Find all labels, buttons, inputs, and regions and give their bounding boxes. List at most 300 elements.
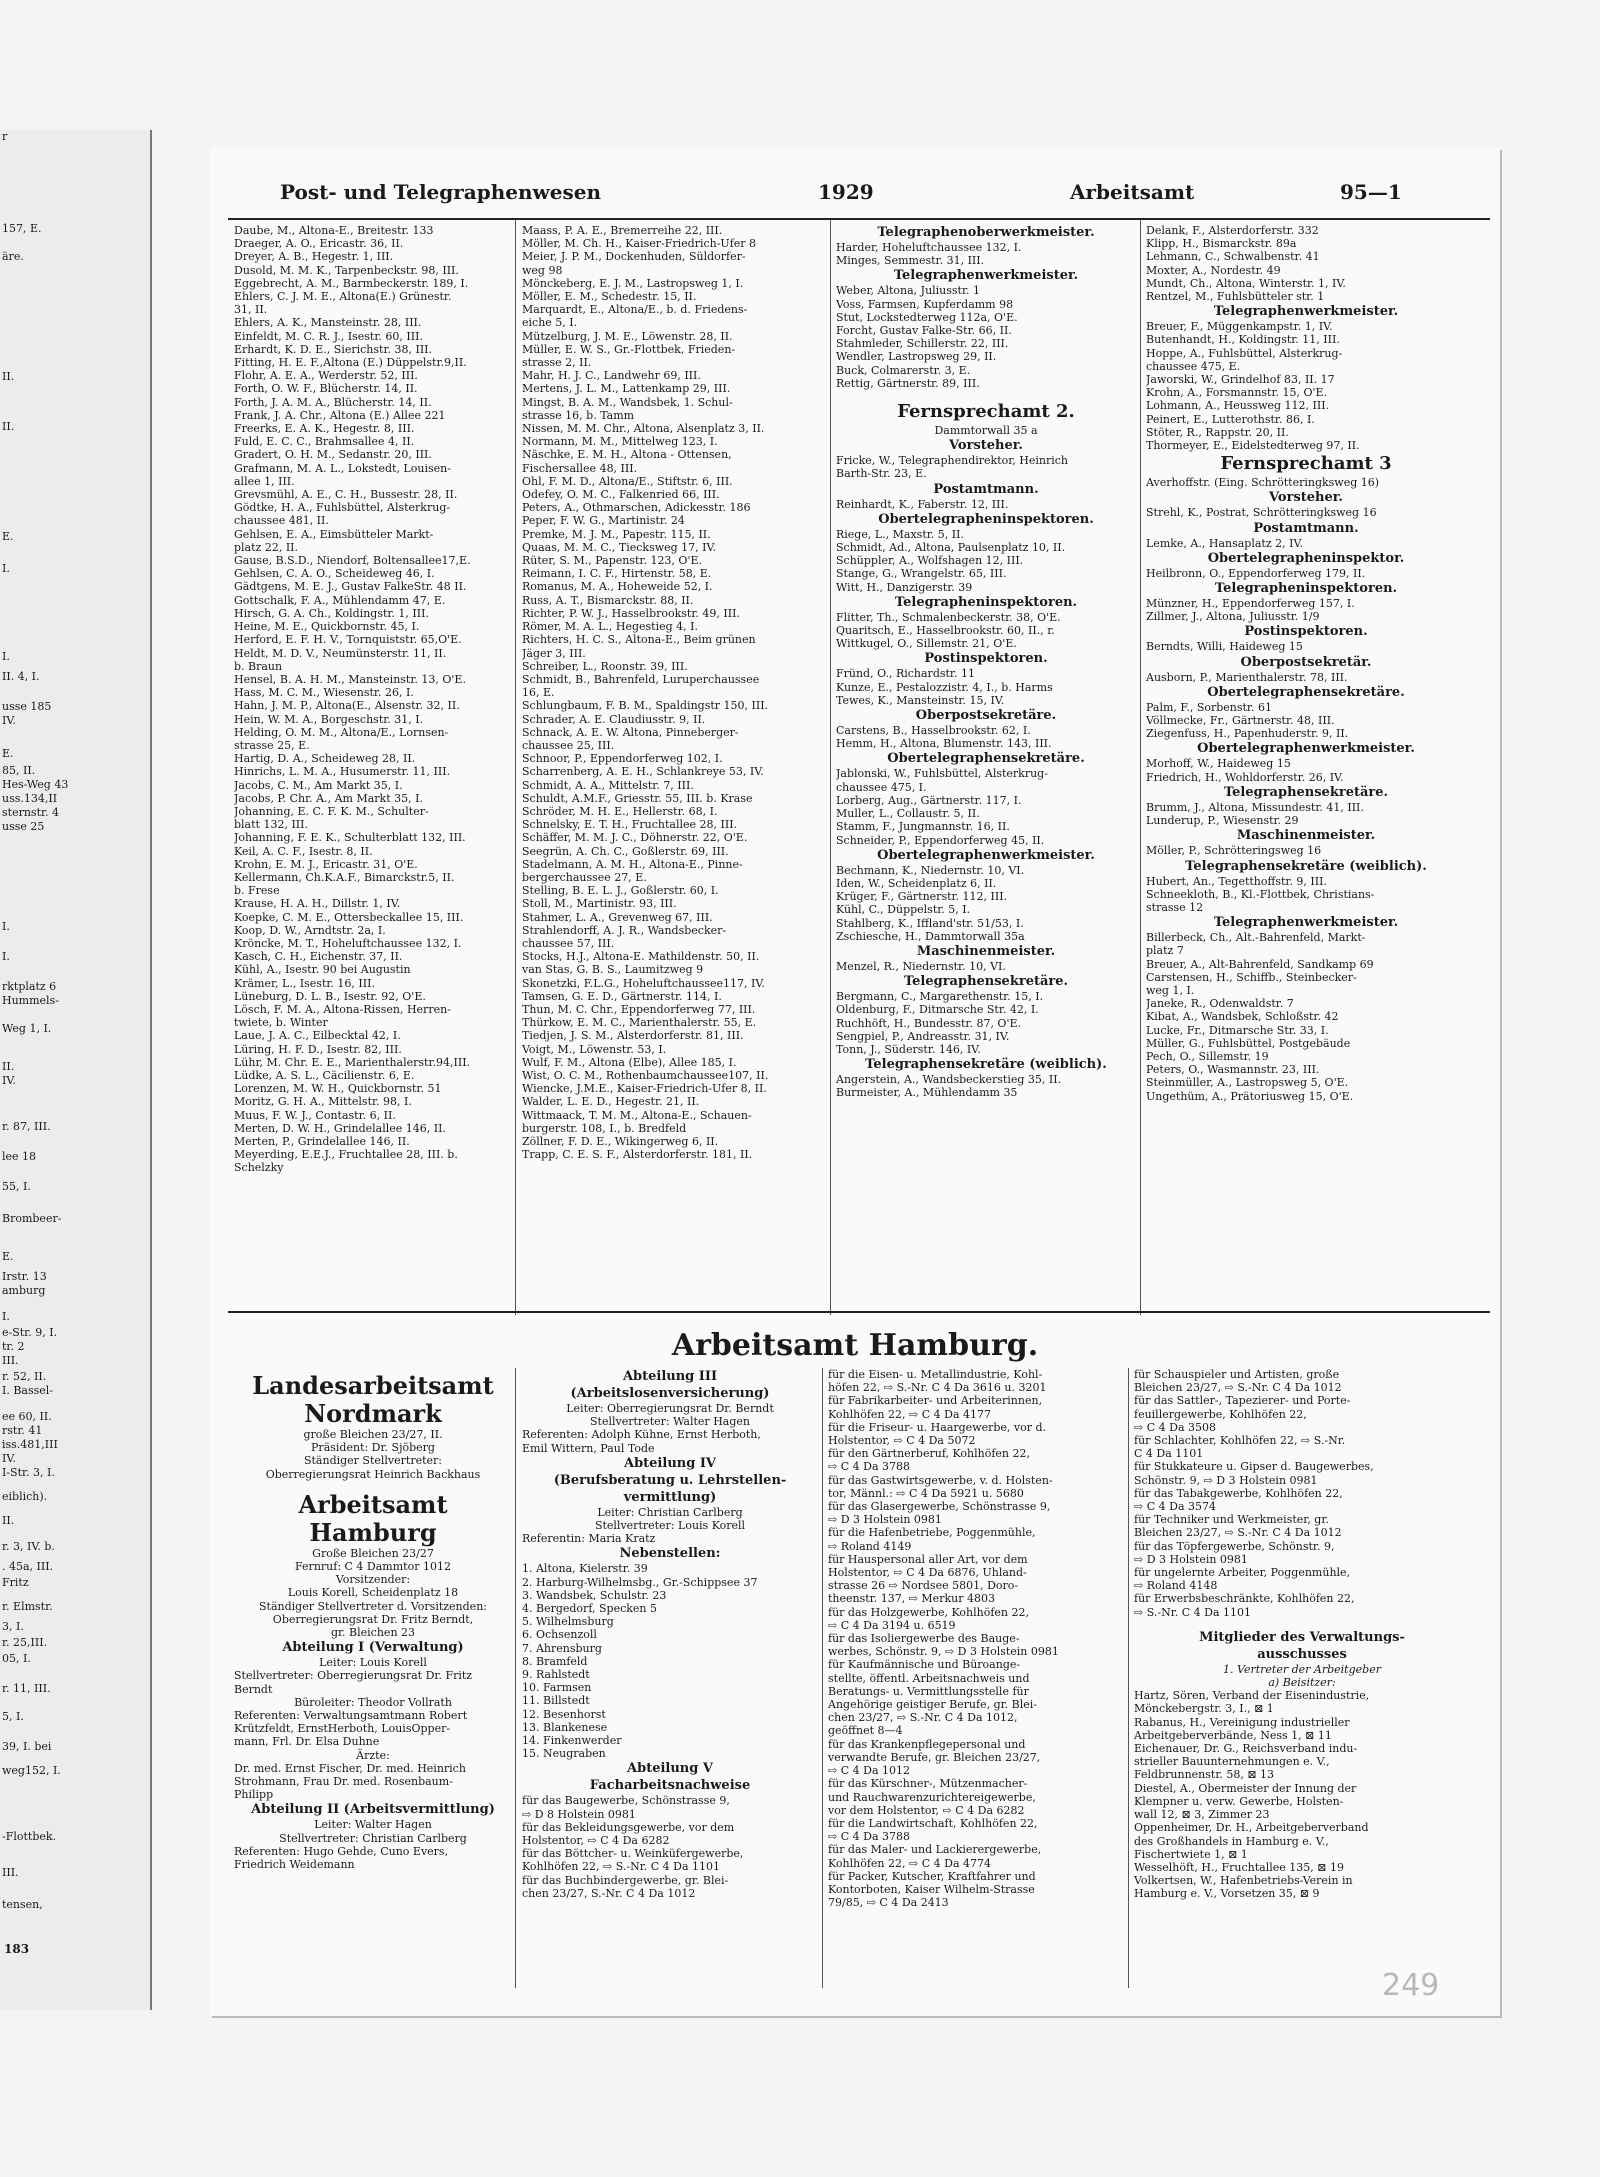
entry-line: Heilbronn, O., Eppendorferweg 179, II. [1146,566,1366,580]
entry-line: Herford, E. F. H. V., Tornquiststr. 65,O'E. [234,633,462,647]
entry-line: vor dem Holstentor, ⇨ C 4 Da 6282 [828,1803,1025,1817]
entry-line: ⇨ C 4 Da 3788 [828,1830,910,1844]
entry-line: Lehmann, C., Schwalbenstr. 41 [1146,250,1320,264]
entry-line: ⇨ D 3 Holstein 0981 [1134,1552,1248,1566]
section-heading: Telegraphensekretäre. [903,974,1069,990]
entry-line: Bechmann, K., Niedernstr. 10, VI. [836,863,1025,877]
entry-line: mann, Frl. Dr. Elsa Duhne [234,1735,380,1749]
entry-line: für Fabrikarbeiter- und Arbeiterinnen, [828,1394,1043,1408]
entry-line: Menzel, R., Niedernstr. 10, VI. [836,959,1006,973]
entry-line: Näschke, E. M. H., Altona - Ottensen, [522,448,732,462]
section-heading: Telegraphensekretäre (weiblich). [865,1057,1107,1073]
entry-line: chen 23/27, S.-Nr. C 4 Da 1012 [522,1886,696,1900]
entry-line: Moritz, G. H. A., Mittelstr. 98, I. [234,1095,412,1109]
section-heading: Oberpostsekretär. [1240,654,1372,670]
entry-line: für das Holzgewerbe, Kohlhöfen 22, [828,1605,1029,1619]
entry-line: Mundt, Ch., Altona, Winterstr. 1, IV. [1146,276,1346,290]
entry-line: Kontorboten, Kaiser Wilhelm-Strasse [828,1882,1035,1896]
entry-line: Kohlhöfen 22, ⇨ C 4 Da 4774 [828,1856,991,1870]
entry-line: Krützfeldt, ErnstHerboth, LouisOpper- [234,1722,451,1736]
entry-line: für die Friseur- u. Haargewerbe, vor d. [828,1420,1047,1434]
entry-line: Carstensen, H., Schiffb., Steinbecker- [1146,970,1357,984]
entry-line: Hirsch, G. A. Ch., Koldingstr. 1, III. [234,606,429,620]
entry-line: Johanning, F. E. K., Schulterblatt 132, III. [234,831,466,845]
entry-line: höfen 22, ⇨ S.-Nr. C 4 Da 3616 u. 3201 [828,1381,1047,1395]
entry-line: eiche 5, I. [522,316,578,330]
entry-line: Fischertwiete 1, ⊠ 1 [1134,1847,1248,1861]
prev-page-line: r [2,130,8,143]
centered-line: Oberregierungsrat Heinrich Backhaus [265,1467,481,1481]
entry-line: Premke, M. J. M., Papestr. 115, II. [522,527,711,541]
entry-line: Walder, L. E. D., Hegestr. 21, II. [522,1095,700,1109]
entry-line: Hinrichs, L. M. A., Husumerstr. 11, III. [234,765,451,779]
column-divider [515,220,516,1315]
entry-line: Rabanus, H., Vereinigung industrieller [1134,1715,1350,1729]
spacer [1134,1619,1470,1629]
entry-line: Ehlers, C. J. M. E., Altona(E.) Grünestr. [234,290,452,304]
entry-line: Holstentor, ⇨ C 4 Da 6876, Uhland- [828,1566,1027,1580]
entry-line: Normann, M. M., Mittelweg 123, I. [522,435,718,449]
entry-line: Ruchhöft, H., Bundesstr. 87, O'E. [836,1016,1022,1030]
entry-line: für die Landwirtschaft, Kohlhöfen 22, [828,1816,1038,1830]
entry-line: tor, Männl.: ⇨ C 4 Da 5921 u. 5680 [828,1486,1024,1500]
centered-line: gr. Bleichen 23 [330,1626,416,1640]
prev-page-line: sternstr. 4 [2,806,60,819]
centered-line: Stellvertreter: Christian Carlberg [279,1831,467,1845]
entry-line: Kellermann, Ch.K.A.F., Bimarckstr.5, II. [234,870,455,884]
header-rule [228,218,1490,220]
section-heading: Facharbeitsnachweise [589,1778,751,1794]
entry-line: Fricke, W., Telegraphendirektor, Heinrich [836,454,1069,468]
entry-line: Berndts, Willi, Haideweg 15 [1146,640,1303,654]
entry-line: Peper, F. W. G., Martinistr. 24 [522,514,685,528]
prev-page-line: -Flottbek. [2,1830,57,1843]
entry-line: Janeke, R., Odenwaldstr. 7 [1146,997,1294,1011]
entry-line: ⇨ D 8 Holstein 0981 [522,1807,636,1821]
entry-line: Krämer, L., Isestr. 16, III. [234,976,375,990]
entry-line: chaussee 481, II. [234,514,329,528]
prev-page-line: 5, I. [2,1710,24,1723]
entry-line: Trapp, C. E. S. F., Alsterdorferstr. 181, II. [522,1148,753,1162]
entry-line: chaussee 57, III. [522,936,615,950]
office-heading: Hamburg [309,1517,437,1547]
section-heading: Telegraphensekretäre. [1223,784,1389,800]
section-heading: ausschusses [1257,1646,1347,1662]
entry-line: Schlungbaum, F. B. M., Spaldingstr 150, III. [522,699,769,713]
prev-page-line: ee 60, II. [2,1410,52,1423]
entry-line: Forcht, Gustav Falke-Str. 66, II. [836,324,1012,338]
entry-line: Strahlendorff, A. J. R., Wandsbecker- [522,923,727,937]
entry-line: Stahmer, L. A., Grevenweg 67, III. [522,910,713,924]
prev-page-line: iss.481,III [2,1438,58,1451]
entry-line: Scharrenberg, A. E. H., Schlankreye 53, IV. [522,765,764,779]
entry-line: Fischersallee 48, III. [522,461,638,475]
entry-line: Dreyer, A. B., Hegestr. 1, III. [234,250,394,264]
entry-line: 15. Neugraben [522,1747,606,1761]
entry-line: ⇨ C 4 Da 3508 [1134,1420,1216,1434]
entry-line: Tewes, K., Mansteinstr. 15, IV. [836,693,1005,707]
entry-line: Forth, J. A. M. A., Blücherstr. 14, II. [234,395,432,409]
section-heading: Telegraphensekretäre (weiblich). [1185,858,1427,874]
entry-line: Marquardt, E., Altona/E., b. d. Friedens- [522,303,748,317]
entry-line: des Großhandels in Hamburg e. V., [1134,1834,1329,1848]
entry-line: Wittkugel, O., Sillemstr. 21, O'E. [836,637,1017,651]
entry-line: Lorberg, Aug., Gärtnerstr. 117, I. [836,793,1022,807]
entry-line: Minges, Semmestr. 31, III. [836,254,985,268]
entry-line: Draeger, A. O., Ericastr. 36, II. [234,237,404,251]
entry-line: Kasch, C. H., Eichenstr. 37, II. [234,950,403,964]
entry-line: Thun, M. C. Chr., Eppendorferweg 77, III. [522,1002,756,1016]
section-heading: Postinspektoren. [1244,624,1368,640]
entry-line: 79/85, ⇨ C 4 Da 2413 [828,1896,949,1910]
column-divider [1140,220,1141,1315]
entry-line: für das Baugewerbe, Schönstrasse 9, [522,1794,730,1808]
entry-line: für das Maler- und Lackierergewerbe, [828,1843,1042,1857]
prev-page-line: rktplatz 6 [2,980,57,993]
entry-line: Stange, G., Wrangelstr. 65, III. [836,567,1007,581]
entry-line: Schröder, M. H. E., Hellerstr. 68, I. [522,804,718,818]
entry-line: theenstr. 137, ⇨ Merkur 4803 [828,1592,995,1606]
entry-line: strieller Bauunternehmungen e. V., [1134,1755,1330,1769]
prev-page-line: III. [2,1866,19,1879]
entry-line: 9. Rahlstedt [522,1668,590,1682]
prev-page-line: Hummels- [2,994,59,1007]
entry-line: Arbeitgeberverbände, Ness 1, ⊠ 11 [1134,1728,1332,1742]
section-heading: Vorsteher. [949,438,1023,454]
section-heading: Oberpostsekretäre. [915,708,1057,724]
entry-line: Muller, L., Collaustr. 5, II. [836,807,980,821]
bottom-column-2 [522,1368,818,1988]
prev-page-line: . 45a, III. [2,1560,54,1573]
entry-line: Flitter, Th., Schmalenbeckerstr. 38, O'E. [836,610,1061,624]
page-header [210,180,1500,208]
section-heading: Abteilung II (Arbeitsvermittlung) [251,1802,495,1818]
entry-line: Referentin: Maria Kratz [522,1532,656,1546]
entry-line: Römer, M. A. L., Hegestieg 4, I. [522,620,698,634]
section-heading: Mitglieder des Verwaltungs- [1199,1629,1405,1645]
entry-line: Fitting, H. E. F.,Altona (E.) Düppelstr.9,II. [234,356,467,370]
entry-line: Morhoff, W., Haideweg 15 [1146,757,1291,771]
entry-line: für ungelernte Arbeiter, Poggenmühle, [1134,1566,1351,1580]
entry-line: C 4 Da 1101 [1134,1447,1204,1461]
entry-line: Hamburg e. V., Vorsetzen 35, ⊠ 9 [1134,1887,1320,1901]
prev-page-line: II. 4, I. [2,670,40,683]
entry-line: stellte, öffentl. Arbeitsnachweis und [828,1671,1030,1685]
entry-line: Jaworski, W., Grindelhof 83, II. 17 [1146,373,1335,387]
entry-line: Schrader, A. E. Claudiusstr. 9, II. [522,712,706,726]
entry-line: Strehl, K., Postrat, Schrötteringksweg 16 [1146,506,1377,520]
entry-line: Möller, P., Schrötteringsweg 16 [1146,844,1322,858]
entry-line: Laue, J. A. C., Eilbecktal 42, I. [234,1029,401,1043]
entry-line: Friedrich Weidemann [234,1858,355,1872]
centered-line: Stellvertreter: Louis Korell [594,1519,746,1533]
entry-line: Quaas, M. M. C., Tiecksweg 17, IV. [522,540,717,554]
entry-line: Iden, W., Scheidenplatz 6, II. [836,876,997,890]
entry-line: Mertens, J. L. M., Lattenkamp 29, III. [522,382,731,396]
prev-page-line: r. 52, II. [2,1370,47,1383]
entry-line: für das Krankenpflegepersonal und [828,1737,1026,1751]
entry-line: für das Sattler-, Tapezierer- und Porte- [1134,1394,1351,1408]
entry-line: Richters, H. C. S., Altona-E., Beim grünen [522,633,756,647]
prev-page-line: Irstr. 13 [2,1270,47,1283]
entry-line: ⇨ C 4 Da 3194 u. 6519 [828,1618,956,1632]
entry-line: Feldbrunnenstr. 58, ⊠ 13 [1134,1768,1275,1782]
entry-line: Koepke, C. M. E., Ottersbeckallee 15, III. [234,910,464,924]
centered-line: Oberregierungsrat Dr. Fritz Berndt, [272,1612,474,1626]
entry-line: Stöter, R., Rappstr. 20, II. [1146,425,1289,439]
entry-line: Klempner u. verw. Gewerbe, Holsten- [1134,1794,1344,1808]
centered-line: große Bleichen 23/27, II. [303,1428,443,1441]
entry-line: Friedrich, H., Wohldorferstr. 26, IV. [1146,770,1344,784]
section-heading: Telegraphenwerkmeister. [1213,304,1399,320]
entry-line: Schönstr. 9, ⇨ D 3 Holstein 0981 [1134,1473,1318,1487]
entry-line: Strohmann, Frau Dr. med. Rosenbaum- [234,1775,453,1789]
entry-line: Referenten: Adolph Kühne, Ernst Herboth, [522,1428,761,1442]
prev-page-line: r. 87, III. [2,1120,51,1133]
entry-line: wall 12, ⊠ 3, Zimmer 23 [1134,1808,1270,1822]
entry-line: Freerks, E. A. K., Hegestr. 8, III. [234,422,415,436]
entry-line: Berndt [234,1682,273,1696]
entry-line: Ehlers, A. K., Mansteinstr. 28, III. [234,316,422,330]
entry-line: Skonetzki, F.L.G., Hoheluftchaussee117, IV. [522,976,765,990]
entry-line: Eggebrecht, A. M., Barmbeckerstr. 189, I. [234,276,469,290]
entry-line: Schüppler, A., Wolfshagen 12, III. [836,554,1024,568]
entry-line: Bergmann, C., Margarethenstr. 15, I. [836,990,1044,1004]
entry-line: strasse 25, E. [234,738,310,752]
entry-line: Wulf, F. M., Altona (Elbe), Allee 185, I. [522,1055,737,1069]
entry-line: Reinhardt, K., Faberstr. 12, III. [836,497,1009,511]
entry-line: ⇨ S.-Nr. C 4 Da 1101 [1134,1605,1252,1619]
entry-line: für das Kürschner-, Mützenmacher- [828,1777,1028,1791]
prev-page-line: r. 25,III. [2,1636,48,1649]
prev-page-line: tr. 2 [2,1340,25,1353]
entry-line: Koop, D. W., Arndtstr. 2a, I. [234,923,386,937]
entry-line: Ziegenfuss, H., Papenhuderstr. 9, II. [1146,727,1349,741]
entry-line: Jäger 3, III. [522,646,586,660]
prev-page-line: E. [2,747,14,760]
prev-page-line: 157, E. [2,222,42,235]
header-year: 1929 [818,180,874,204]
centered-line: Dammtorwall 35 a [934,424,1038,438]
prev-page-line: Fritz [2,1576,29,1589]
entry-line: b. Braun [234,659,283,673]
prev-page-line: I. [2,1310,10,1323]
entry-line: für das Tabakgewerbe, Kohlhöfen 22, [1134,1486,1343,1500]
entry-line: Schmidt, B., Bahrenfeld, Luruperchaussee [522,672,760,686]
entry-line: Lüneburg, D. L. B., Isestr. 92, O'E. [234,989,426,1003]
prev-page-line: I. Bassel- [2,1384,54,1397]
entry-line: Eichenauer, Dr. G., Reichsverband indu- [1134,1742,1358,1756]
entry-line: Fuld, E. C. C., Brahmsallee 4, II. [234,435,415,449]
entry-line: geöffnet 8—4 [828,1724,903,1738]
prev-page-line: I. [2,650,10,663]
entry-line: Dusold, M. M. K., Tarpenbeckstr. 98, III. [234,263,459,277]
prev-page-line: Hes-Weg 43 [2,778,69,791]
entry-line: Schnack, A. E. W. Altona, Pinneberger- [522,725,739,739]
entry-line: Stadelmann, A. M. H., Altona-E., Pinne- [522,857,743,871]
entry-line: Steinmüller, A., Lastropsweg 5, O'E. [1146,1076,1349,1090]
prev-page-number: 183 [4,1942,30,1956]
entry-line: für Erwerbsbeschränkte, Kohlhöfen 22, [1134,1592,1355,1606]
entry-line: Keil, A. C. F., Isestr. 8, II. [234,844,373,858]
entry-line: Möller, M. Ch. H., Kaiser-Friedrich-Ufer 8 [522,237,757,251]
entry-line: Hass, M. C. M., Wiesenstr. 26, I. [234,686,414,700]
subheading: a) Beisitzer: [1268,1676,1336,1690]
entry-line: Buck, Colmarerstr. 3, E. [836,363,971,377]
office-heading: Nordmark [304,1399,442,1428]
entry-line: Lorenzen, M. W. H., Quickbornstr. 51 [234,1082,442,1096]
entry-line: Krohn, E. M. J., Ericastr. 31, O'E. [234,857,418,871]
entry-line: Grevsmühl, A. E., C. H., Bussestr. 28, II. [234,488,458,502]
entry-line: Mingst, B. A. M., Wandsbek, 1. Schul- [522,395,733,409]
entry-line: b. Frese [234,884,280,898]
prev-page-line: r. 11, III. [2,1682,51,1695]
prev-page-line: I. [2,950,10,963]
centered-line: Büroleiter: Theodor Vollrath [294,1695,452,1709]
previous-page-fragment [0,130,152,2010]
header-right: Arbeitsamt [1070,180,1195,204]
entry-line: ⇨ C 4 Da 3788 [828,1460,910,1474]
entry-line: 7. Ahrensburg [522,1641,602,1655]
entry-line: Hein, W. M. A., Borgeschstr. 31, I. [234,712,424,726]
entry-line: Wist, O. C. M., Rothenbaumchaussee107, II. [522,1069,769,1082]
entry-line: Brumm, J., Altona, Missundestr. 41, III. [1146,800,1364,814]
section-heading: Obertelegraphenwerkmeister. [877,847,1095,863]
entry-line: Grafmann, M. A. L., Lokstedt, Louisen- [234,461,451,475]
entry-line: Referenten: Hugo Gehde, Cuno Evers, [234,1844,449,1858]
prev-page-line: lee 18 [2,1150,37,1163]
prev-page-line: Weg 1, I. [2,1022,52,1035]
entry-line: Zschiesche, H., Dammtorwall 35a [836,929,1025,943]
entry-line: für Packer, Kutscher, Kraftfahrer und [828,1869,1036,1883]
entry-line: Riege, L., Maxstr. 5, II. [836,527,964,541]
entry-line: Jablonski, W., Fuhlsbüttel, Alsterkrug- [836,767,1048,781]
entry-line: Stocks, H.J., Altona-E. Mathildenstr. 50, II. [522,950,760,964]
entry-line: Helding, O. M. M., Altona/E., Lornsen- [234,725,449,739]
entry-line: Fründ, O., Richardstr. 11 [836,667,975,681]
entry-line: Forth, O. W. F., Blücherstr. 14, II. [234,382,418,396]
section-heading: Telegrapheninspektoren. [1214,581,1398,597]
prev-page-line: uss.134,II [2,792,58,805]
prev-page-line: usse 185 [2,700,52,713]
entry-line: strasse 12 [1146,900,1204,914]
section-heading: Abteilung III [622,1369,718,1384]
prev-page-line: III. [2,1354,19,1367]
centered-line: Leiter: Walter Hagen [314,1818,432,1832]
entry-line: Hubert, An., Tegetthoffstr. 9, III. [1146,874,1327,888]
entry-line: Hemm, H., Altona, Blumenstr. 143, III. [836,737,1052,751]
entry-line: Lohmann, A., Heussweg 112, III. [1146,399,1330,413]
entry-line: für das Töpfergewerbe, Schönstr. 9, [1134,1539,1335,1553]
prev-page-line: Brombeer- [2,1212,62,1225]
entry-line: Müller, G., Fuhlsbüttel, Postgebäude [1146,1036,1351,1050]
entry-line: für das Glasergewerbe, Schönstrasse 9, [828,1500,1051,1514]
prev-page-line: E. [2,1250,14,1263]
entry-line: Stamm, F., Jungmannstr. 16, II. [836,820,1010,834]
prev-page-line: r. 3, IV. b. [2,1540,55,1553]
entry-line: Averhoffstr. (Eing. Schrötteringksweg 16) [1146,476,1380,490]
entry-line: Wendler, Lastropsweg 29, II. [836,350,997,364]
section-heading: Postinspektoren. [924,651,1048,667]
section-heading: Obertelegraphensekretäre. [887,751,1085,767]
entry-line: Tonn, J., Süderstr. 146, IV. [836,1042,981,1056]
entry-line: Stut, Lockstedterweg 112a, O'E. [836,310,1018,324]
entry-line: blatt 132, III. [234,818,308,832]
entry-line: Mönckebergstr. 3, I., ⊠ 1 [1134,1702,1274,1716]
prev-page-line: II. [2,420,15,433]
entry-line: ⇨ C 4 Da 3574 [1134,1500,1216,1514]
entry-line: Einfeldt, M. C. R. J., Isestr. 60, III. [234,329,423,343]
entry-line: Barth-Str. 23, E. [836,467,927,481]
prev-page-line: usse 25 [2,820,45,833]
entry-line: Odefey, O. M. C., Falkenried 66, III. [522,488,720,502]
entry-line: Hartig, D. A., Scheideweg 28, II. [234,752,416,766]
entry-line: Holstentor, ⇨ C 4 Da 5072 [828,1434,976,1448]
entry-line: Stahmleder, Schillerstr. 22, III. [836,337,1009,351]
entry-line: 5. Wilhelmsburg [522,1615,614,1629]
entry-line: Beratungs- u. Vermittlungsstelle für [828,1684,1029,1698]
prev-page-line: II. [2,370,15,383]
entry-line: strasse 2, II. [522,356,592,370]
entry-line: Kühl, C., Düppelstr. 5, I. [836,903,971,917]
entry-line: Münzner, H., Eppendorferweg 157, I. [1146,597,1355,611]
entry-line: Lühr, M. Chr. E. E., Marienthalerstr.94,III. [234,1055,471,1069]
spacer [836,390,1136,400]
entry-line: Zöllner, F. D. E., Wikingerweg 6, II. [522,1135,719,1149]
entry-line: Quaritsch, E., Hasselbrookstr. 60, II., r. [836,624,1055,638]
entry-line: Krüger, F., Gärtnerstr. 112, III. [836,890,1008,904]
office-heading: Arbeitsamt [298,1489,448,1519]
entry-line: 6. Ochsenzoll [522,1628,597,1642]
entry-line: Schneider, P., Eppendorferweg 45, II. [836,833,1045,847]
subheading: 1. Vertreter der Arbeitgeber [1223,1662,1381,1676]
prev-page-line: äre. [2,250,24,263]
column-2 [522,224,827,1314]
entry-line: Hahn, J. M. P., Altona(E., Alsenstr. 32, II. [234,699,460,713]
entry-line: Oppenheimer, Dr. H., Arbeitgeberverband [1134,1821,1369,1835]
entry-line: Holstentor, ⇨ C 4 Da 6282 [522,1834,670,1848]
entry-line: burgerstr. 108, I., b. Bredfeld [522,1121,687,1135]
section-heading: Obertelegraphenwerkmeister. [1197,741,1415,757]
entry-line: Peters, O., Wasmannstr. 23, III. [1146,1063,1320,1077]
entry-line: Breuer, F., Müggenkampstr. 1, IV. [1146,320,1333,334]
entry-line: Hensel, B. A. H. M., Mansteinstr. 13, O'E. [234,672,466,686]
entry-line: Kröncke, M. T., Hoheluftchaussee 132, I. [234,936,462,950]
prev-page-line: I-Str. 3, I. [2,1466,55,1479]
entry-line: ⇨ C 4 Da 1012 [828,1764,910,1778]
entry-line: Mützelburg, J. M. E., Löwenstr. 28, II. [522,329,733,343]
entry-line: ⇨ D 3 Holstein 0981 [828,1513,942,1527]
prev-page-line: IV. [2,1074,16,1087]
header-left: Post- und Telegraphenwesen [280,180,602,204]
prev-page-line: e-Str. 9, I. [2,1326,58,1339]
column-divider [1128,1368,1129,1988]
entry-line: Peinert, E., Lutterothstr. 86, I. [1146,412,1315,426]
prev-page-line: 05, I. [2,1652,31,1665]
entry-line: Jacobs, C. M., Am Markt 35, I. [234,778,403,792]
entry-line: für den Gärtnerberuf, Kohlhöfen 22, [828,1447,1030,1461]
entry-line: Nissen, M. M. Chr., Altona, Alsenplatz 3, II. [522,422,765,436]
entry-line: strasse 26 ⇨ Nordsee 5801, Doro- [828,1579,1019,1593]
entry-line: Ausborn, P., Marienthalerstr. 78, III. [1146,670,1348,684]
prev-page-line: 55, I. [2,1180,31,1193]
entry-line: Schäffer, M. M. J. C., Döhnerstr. 22, O'E. [522,831,748,845]
entry-line: chaussee 475, I. [836,780,927,794]
entry-line: Carstens, B., Hasselbrookstr. 62, I. [836,724,1031,738]
entry-line: Heldt, M. D. V., Neumünsterstr. 11, II. [234,646,447,660]
entry-line: Lüring, H. F. D., Isestr. 82, III. [234,1042,402,1056]
centered-line: Präsident: Dr. Sjöberg [311,1441,435,1455]
